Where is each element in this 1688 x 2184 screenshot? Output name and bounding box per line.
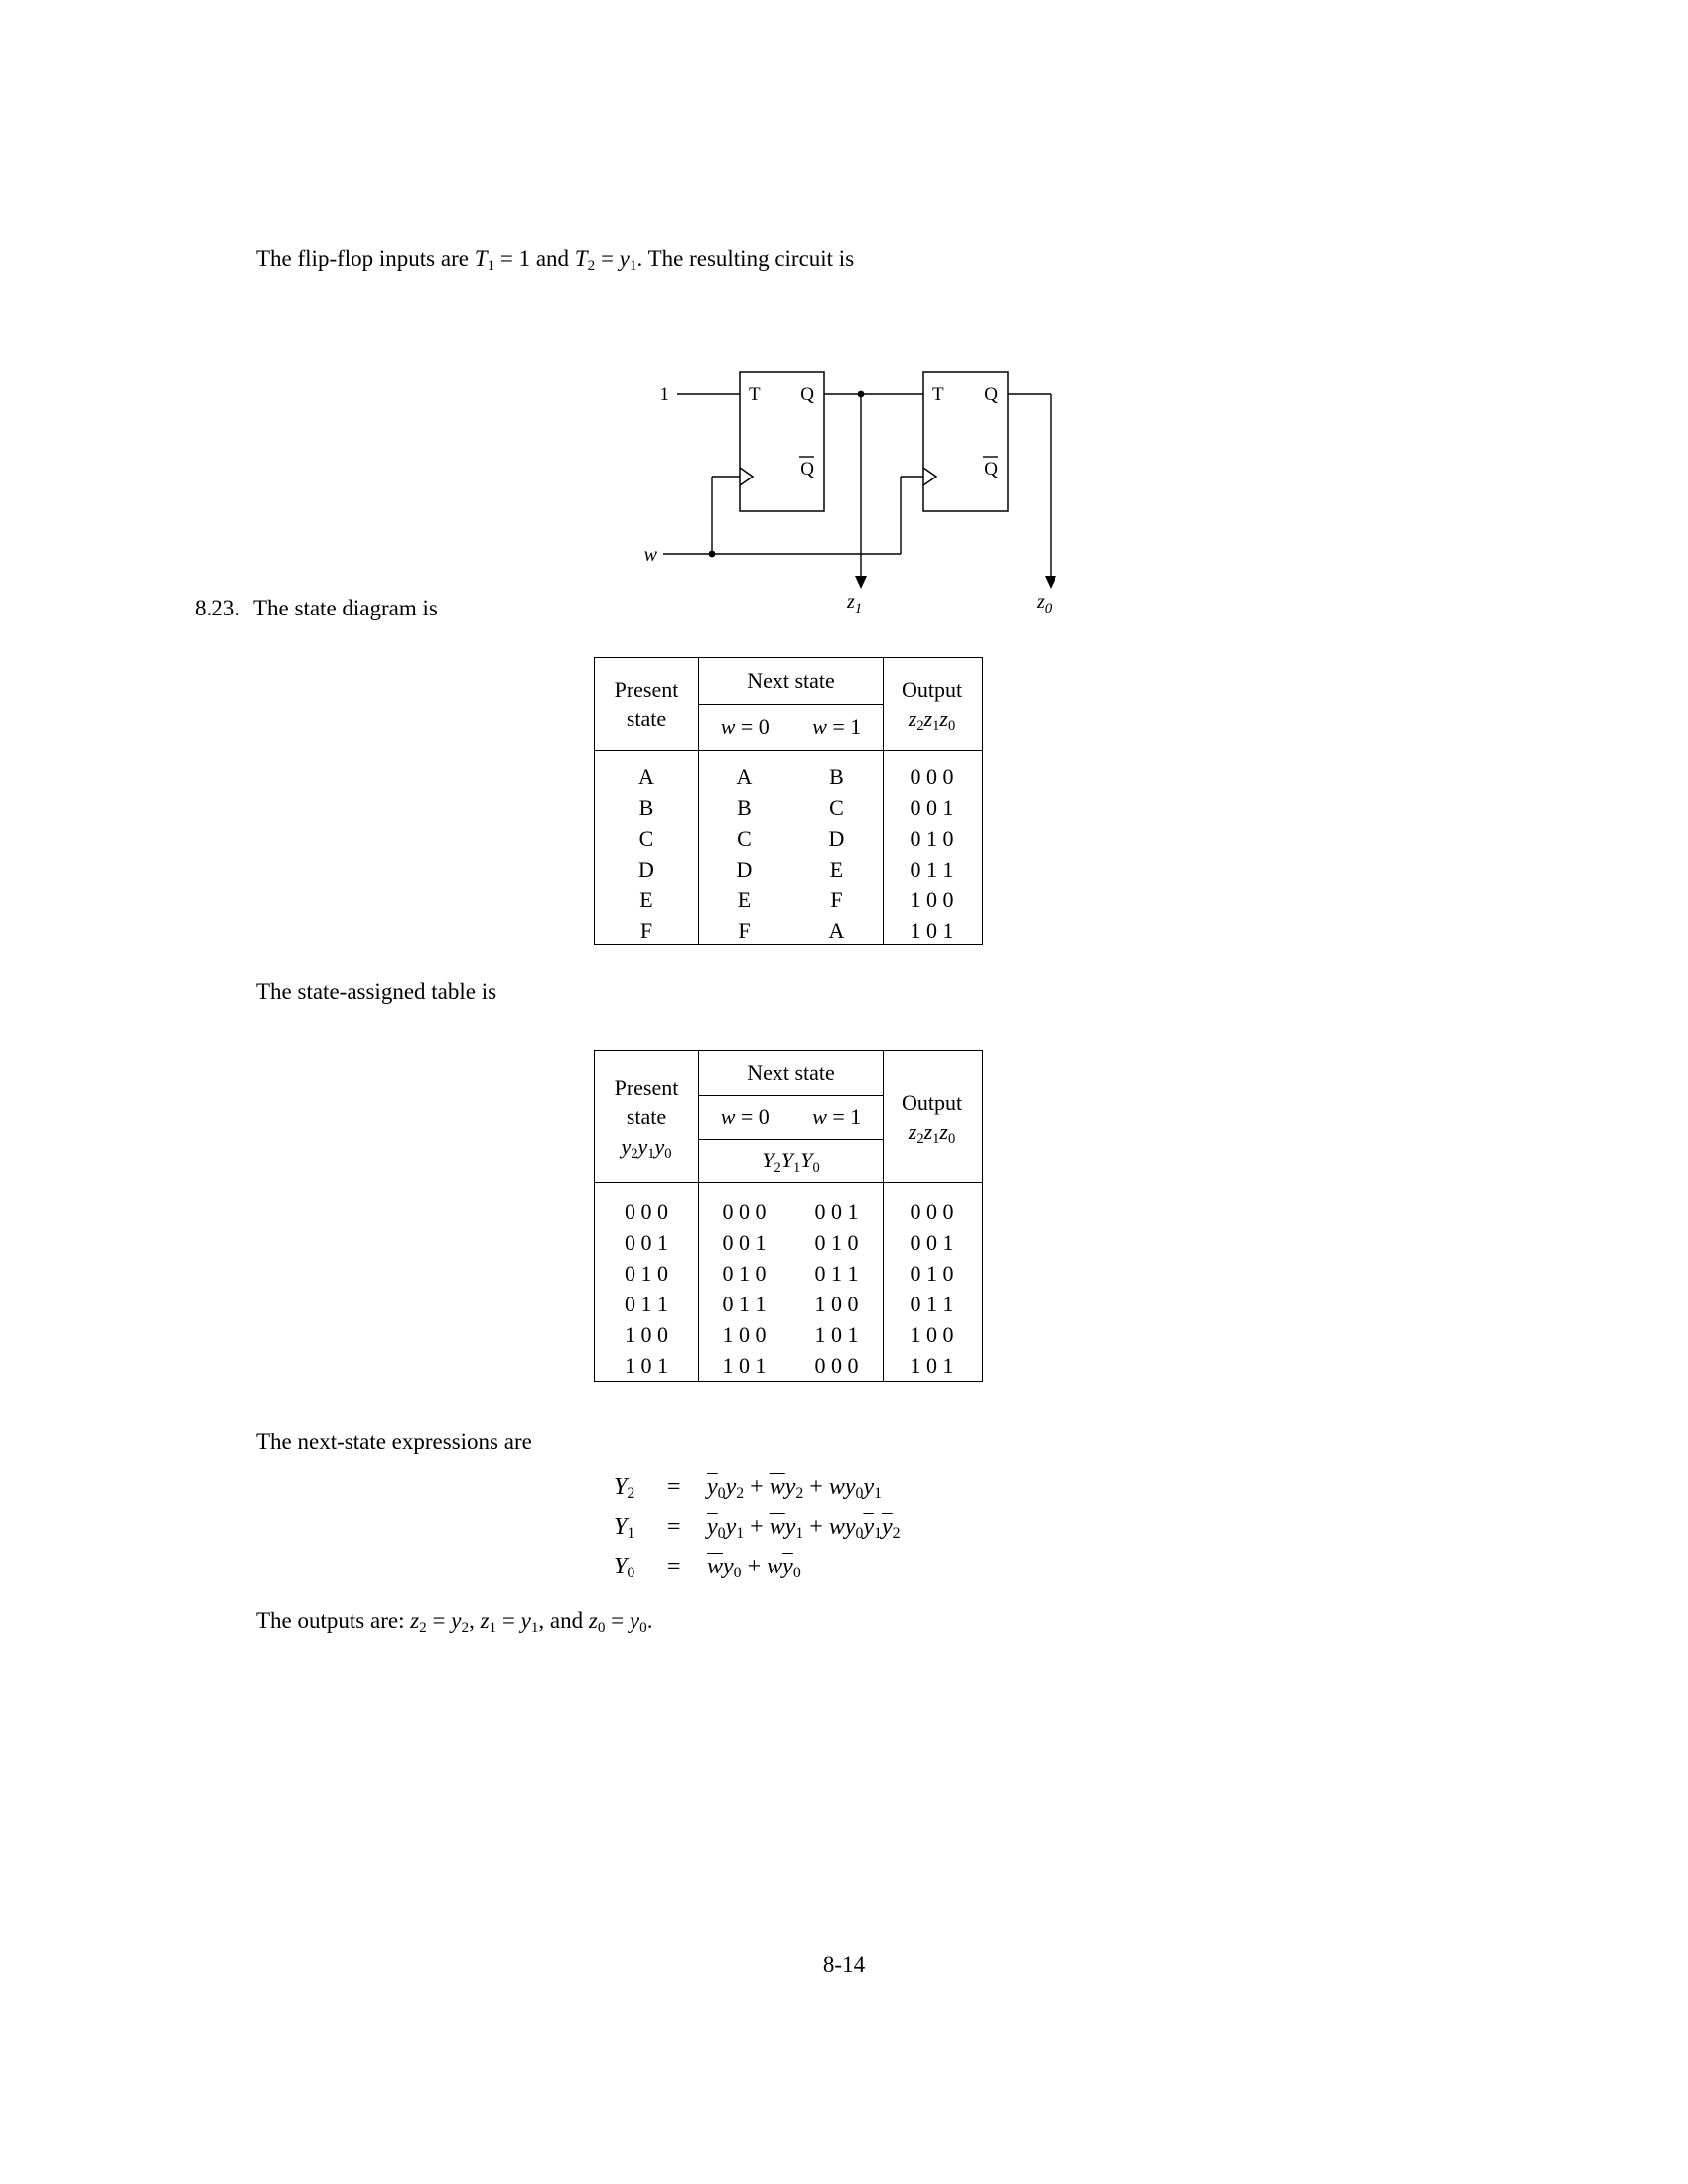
problem-number: 8.23. xyxy=(195,596,240,620)
circuit-diagram xyxy=(596,338,1092,625)
state-table xyxy=(594,657,983,945)
present-state-header: Present state $y_2y_1y_0$ xyxy=(614,1075,679,1161)
problem-title: The state diagram is xyxy=(253,596,438,620)
present-state-header: Present state xyxy=(614,676,679,731)
ff1-clock-triangle-icon xyxy=(740,468,753,485)
table-cell: D xyxy=(828,825,845,851)
table-cell: F xyxy=(639,917,653,943)
table-row xyxy=(595,1350,982,1381)
z0-output-label: $z_0$ xyxy=(1037,591,1053,616)
table-cell: 1 0 0 xyxy=(625,1321,668,1347)
q2-output-wire xyxy=(1008,394,1056,616)
w0-header: w = 0 xyxy=(720,714,770,739)
table-cell: E xyxy=(829,856,844,882)
table-cell: 0 1 1 xyxy=(910,1291,954,1316)
output-header: Output $z_2z_1z_0$ xyxy=(901,1089,963,1148)
next-state-vars-header: $Y_2Y_1Y_0$ xyxy=(762,1148,820,1176)
next-state-equations xyxy=(614,1467,901,1586)
constant-one-label: 1 xyxy=(659,384,669,405)
table-cell: 0 0 0 xyxy=(910,1198,954,1224)
table-cell: 0 1 1 xyxy=(625,1291,668,1316)
next-state-header: Next state xyxy=(747,668,835,694)
table-cell: 1 0 1 xyxy=(910,1352,954,1378)
table-cell: B xyxy=(638,794,654,820)
table-cell: C xyxy=(638,825,654,851)
ff1-t-label: T xyxy=(749,384,761,405)
w0-header: w = 0 xyxy=(720,1104,770,1129)
table-cell: 0 0 1 xyxy=(722,1229,767,1255)
table-cell: A xyxy=(736,763,753,789)
problem-heading xyxy=(195,596,438,621)
table-cell: B xyxy=(737,794,752,820)
table-cell: C xyxy=(829,794,844,820)
state-assigned-table xyxy=(594,1050,983,1382)
table-cell: C xyxy=(737,825,752,851)
table-cell: 0 0 0 xyxy=(722,1198,767,1224)
clock-w-label: w xyxy=(643,544,657,566)
table-cell: 1 0 1 xyxy=(814,1321,859,1347)
table-cell: B xyxy=(829,763,844,789)
ff1-qbar-label: Q xyxy=(800,459,814,479)
table-cell: 0 0 0 xyxy=(910,763,954,789)
table-row xyxy=(595,1196,982,1227)
table-cell: A xyxy=(828,917,845,943)
ff2-t-label: T xyxy=(932,384,944,405)
constant-input-wire xyxy=(660,384,741,405)
expressions-caption: The next-state expressions are xyxy=(256,1430,532,1454)
outputs-paragraph: The outputs are: $z_2 = y_2$, $z_1 = y_1$, and $z_0 = y_0$. xyxy=(256,1608,653,1637)
table-row xyxy=(595,792,982,823)
w-columns-header xyxy=(699,704,883,750)
next-state-header: Next state xyxy=(747,1060,835,1086)
table-cell: 0 1 0 xyxy=(722,1260,767,1286)
ff2-clock-triangle-icon xyxy=(923,468,936,485)
table-cell: 1 0 0 xyxy=(910,887,954,912)
table-row xyxy=(595,761,982,792)
t-flipflop-1 xyxy=(740,372,824,511)
state-table-body xyxy=(595,761,982,946)
w-columns-header xyxy=(699,1095,883,1139)
table-cell: 0 0 1 xyxy=(910,1229,954,1255)
table-cell: 0 1 0 xyxy=(814,1229,859,1255)
table-cell: 1 0 0 xyxy=(910,1321,954,1347)
state-assigned-caption: The state-assigned table is xyxy=(256,979,497,1004)
table-cell: F xyxy=(830,887,843,912)
q1-to-t2-wire xyxy=(824,391,923,616)
table-row xyxy=(595,1319,982,1350)
z1-arrowhead-icon xyxy=(855,576,867,589)
ff2-qbar-label: Q xyxy=(984,459,998,479)
table-row xyxy=(595,823,982,854)
table-cell: 1 0 0 xyxy=(814,1291,859,1316)
equation-y2: $Y_2 = \overline{y}_0y_2 + \overline{w}y_2 + wy_0y_1$ xyxy=(614,1474,883,1503)
w1-header: w = 1 xyxy=(812,1104,862,1129)
header-rule xyxy=(595,750,982,751)
table-cell: A xyxy=(638,763,654,789)
equation-y1: $Y_1 = \overline{y}_0y_1 + \overline{w}y_1 + wy_0\overline{y}_1\overline{y}_2$ xyxy=(614,1514,901,1543)
intro-paragraph: The flip-flop inputs are $T_1 = 1$ and $T_2 = y_1$. The resulting circuit is xyxy=(256,246,855,275)
table-cell: 0 1 1 xyxy=(814,1260,859,1286)
table-cell: 0 1 0 xyxy=(910,825,954,851)
clock-wire xyxy=(644,477,923,566)
table-row xyxy=(595,1227,982,1258)
assigned-table-body xyxy=(595,1196,982,1381)
page-number: 8-14 xyxy=(822,1952,866,1977)
ff2-q-label: Q xyxy=(984,384,998,405)
table-cell: E xyxy=(737,887,752,912)
table-row xyxy=(595,915,982,946)
t-flipflop-2 xyxy=(923,372,1008,511)
table-cell: D xyxy=(638,856,654,882)
ff1-q-label: Q xyxy=(800,384,814,405)
table-cell: 1 0 0 xyxy=(722,1321,767,1347)
table-cell: F xyxy=(738,917,751,943)
table-cell: 0 1 1 xyxy=(910,856,954,882)
output-header: Output $z_2z_1z_0$ xyxy=(901,676,963,735)
table-cell: E xyxy=(639,887,653,912)
z1-output-label: $z_1$ xyxy=(847,591,863,616)
table-cell: 0 1 0 xyxy=(625,1260,668,1286)
table-row xyxy=(595,1258,982,1289)
z0-arrowhead-icon xyxy=(1045,576,1056,589)
equation-y0: $Y_0 = \overline{w}y_0 + w\overline{y}_0$ xyxy=(614,1554,801,1582)
table-cell: 1 0 1 xyxy=(625,1352,668,1378)
table-cell: 0 0 1 xyxy=(814,1198,859,1224)
table-cell: 1 0 1 xyxy=(722,1352,767,1378)
table-cell: 0 0 1 xyxy=(910,794,954,820)
table-cell: 0 0 1 xyxy=(625,1229,668,1255)
table-cell: D xyxy=(736,856,753,882)
header-rule xyxy=(595,1182,982,1183)
table-cell: 0 0 0 xyxy=(625,1198,668,1224)
w1-header: w = 1 xyxy=(812,714,862,739)
table-row xyxy=(595,854,982,885)
table-cell: 0 0 0 xyxy=(814,1352,859,1378)
table-cell: 1 0 1 xyxy=(910,917,954,943)
table-row xyxy=(595,1289,982,1319)
table-cell: 0 1 0 xyxy=(910,1260,954,1286)
table-row xyxy=(595,885,982,915)
table-cell: 0 1 1 xyxy=(722,1291,767,1316)
